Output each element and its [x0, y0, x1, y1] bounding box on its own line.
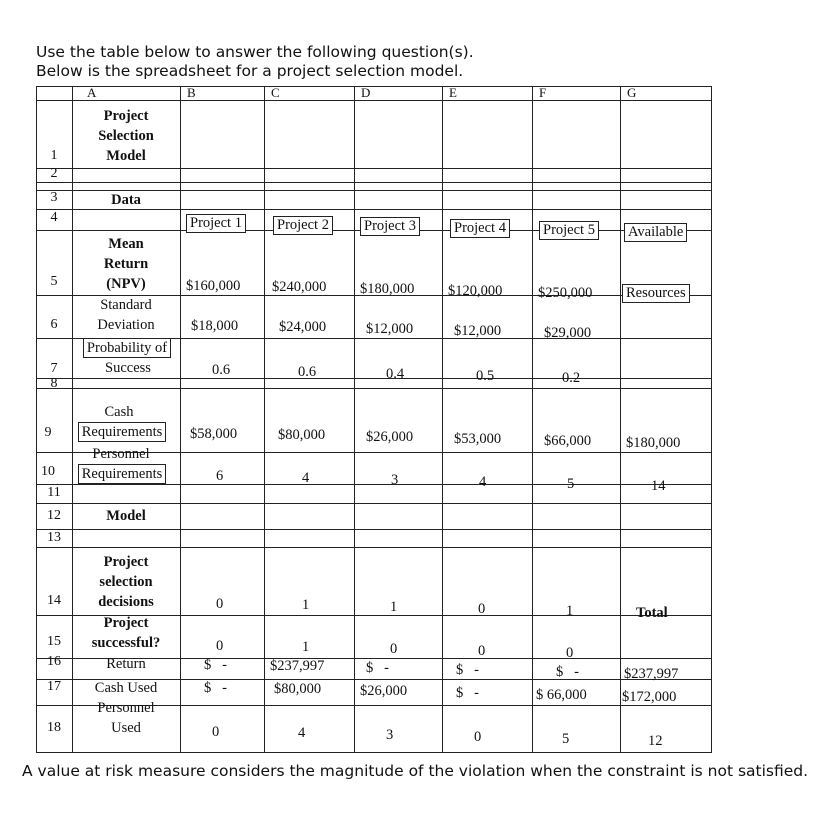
success-project-3: 0 [390, 641, 398, 657]
npv-project-3: $180,000 [360, 281, 415, 297]
label-line: Personnel [97, 700, 155, 716]
return-project-2: $237,997 [270, 658, 325, 674]
std-project-4: $12,000 [454, 323, 502, 339]
label-line: Mean [108, 236, 144, 252]
npv-project-2: $240,000 [272, 279, 327, 295]
label-personnel-req [72, 444, 180, 484]
npv-project-4: $120,000 [448, 283, 503, 299]
row-number: 17 [47, 679, 61, 694]
column-letter-b: B [187, 85, 196, 100]
label-prob-success [76, 338, 180, 378]
return-project-4: $ - [456, 662, 479, 678]
header-project-5: Project 5 [539, 221, 599, 240]
cash-used-project-4: $ - [456, 685, 479, 701]
label-line: Probability of [83, 338, 171, 358]
grid-line [36, 86, 712, 87]
std-project-5: $29,000 [544, 325, 592, 341]
label-line: Deviation [97, 317, 155, 333]
success-project-2: 1 [302, 639, 310, 655]
column-letter-d: D [361, 85, 371, 100]
row-number: 2 [50, 166, 58, 181]
row-number: 6 [50, 317, 58, 332]
header-project-3: Project 3 [360, 217, 420, 236]
grid-line [442, 86, 443, 752]
grid-line [36, 182, 712, 183]
std-project-2: $24,000 [279, 319, 327, 335]
decision-project-1: 0 [216, 596, 224, 612]
personnel-used-project-1: 0 [212, 724, 220, 740]
cash-used-project-3: $26,000 [360, 683, 408, 699]
column-letter-f: F [539, 85, 547, 100]
label-data: Data [111, 192, 141, 208]
header-project-4: Project 4 [450, 219, 510, 238]
decision-project-2: 1 [302, 597, 310, 613]
row-number: 8 [50, 376, 58, 391]
grid-line [36, 529, 712, 530]
column-letter-e: E [449, 85, 457, 100]
cash-available: $180,000 [626, 435, 681, 451]
label-successful [72, 613, 180, 653]
intro-line-1: Use the table below to answer the following question(s). [36, 43, 474, 61]
row-number: 11 [47, 485, 61, 500]
cash-used-project-1: $ - [204, 680, 227, 696]
grid-line [36, 752, 712, 753]
label-std-dev [72, 295, 180, 335]
personnel-project-4: 4 [479, 474, 487, 490]
label-line: Project [103, 554, 149, 570]
return-total: $237,997 [624, 666, 679, 682]
grid-line [711, 86, 712, 752]
label-personnel-used [72, 698, 180, 738]
prob-project-1: 0.6 [212, 362, 231, 378]
row-number: 18 [47, 720, 61, 735]
success-project-1: 0 [216, 638, 224, 654]
label-line: Return [103, 256, 149, 272]
label-line: Requirements [78, 422, 167, 442]
decision-project-3: 1 [390, 599, 398, 615]
cash-project-3: $26,000 [366, 429, 414, 445]
grid-line [36, 100, 712, 101]
return-project-1: $ - [204, 657, 227, 673]
label-line: Cash [104, 404, 134, 420]
grid-line [36, 547, 712, 548]
label-line: Project [103, 108, 149, 124]
label-line: Success [105, 360, 151, 376]
decision-project-5: 1 [566, 603, 574, 619]
spreadsheet [36, 86, 712, 752]
label-line: decisions [98, 594, 154, 610]
column-letter-c: C [271, 85, 280, 100]
grid-line [36, 86, 37, 752]
grid-line [620, 86, 621, 752]
personnel-project-5: 5 [567, 476, 575, 492]
label-line: Project [103, 615, 149, 631]
column-letter-a: A [87, 85, 97, 100]
cash-project-5: $66,000 [544, 433, 592, 449]
personnel-used-project-2: 4 [298, 725, 306, 741]
label-cash-used: Cash Used [94, 680, 158, 696]
grid-line [36, 484, 712, 485]
prob-project-2: 0.6 [298, 364, 317, 380]
cash-project-1: $58,000 [190, 426, 238, 442]
label-decisions [72, 552, 180, 612]
row-number: 16 [47, 654, 61, 669]
grid-line [36, 378, 712, 379]
footer-note: A value at risk measure considers the magnitude of the violation when the constraint is not satisfied. [22, 762, 809, 780]
label-return: Return [106, 656, 146, 672]
grid-line [532, 86, 533, 752]
resources-label: Resources [622, 284, 690, 303]
row-number: 13 [47, 530, 61, 545]
personnel-available: 14 [651, 478, 666, 494]
column-letter-g: G [627, 85, 637, 100]
label-line: Model [106, 148, 146, 164]
header-available: Available [624, 223, 687, 242]
return-project-5: $ - [556, 664, 579, 680]
success-project-5: 0 [566, 645, 574, 661]
prob-project-4: 0.5 [476, 368, 495, 384]
npv-project-1: $160,000 [186, 278, 241, 294]
grid-line [180, 86, 181, 752]
personnel-project-1: 6 [216, 468, 224, 484]
row-number: 12 [47, 508, 61, 523]
grid-line [354, 86, 355, 752]
row-number: 15 [47, 634, 61, 649]
label-line: successful? [91, 635, 161, 651]
personnel-used-project-4: 0 [474, 729, 482, 745]
npv-project-5: $250,000 [538, 285, 593, 301]
personnel-used-project-3: 3 [386, 727, 394, 743]
std-project-3: $12,000 [366, 321, 414, 337]
label-line: Standard [100, 297, 152, 313]
cash-project-4: $53,000 [454, 431, 502, 447]
row-number: 5 [50, 274, 58, 289]
row-number: 9 [44, 425, 52, 440]
cash-used-project-5: $ 66,000 [536, 687, 587, 703]
grid-line [36, 388, 712, 389]
grid-line [264, 86, 265, 752]
row-number: 4 [50, 210, 58, 225]
grid-line [36, 503, 712, 504]
header-project-1: Project 1 [186, 214, 246, 233]
grid-line [36, 168, 712, 169]
label-cash-req [72, 402, 180, 442]
label-line: (NPV) [106, 276, 146, 292]
total-label: Total [636, 605, 668, 621]
header-project-2: Project 2 [273, 216, 333, 235]
prob-project-5: 0.2 [562, 370, 581, 386]
cash-used-total: $172,000 [622, 689, 677, 705]
row-number: 14 [47, 593, 61, 608]
row-number: 3 [50, 190, 58, 205]
row-number: 10 [41, 464, 55, 479]
label-model: Model [106, 508, 146, 524]
prob-project-3: 0.4 [386, 366, 405, 382]
return-project-3: $ - [366, 660, 389, 676]
label-line: selection [99, 574, 153, 590]
std-project-1: $18,000 [191, 318, 239, 334]
label-line: Selection [98, 128, 154, 144]
cash-project-2: $80,000 [278, 427, 326, 443]
cash-used-project-2: $80,000 [274, 681, 322, 697]
intro-line-2: Below is the spreadsheet for a project selection model. [36, 62, 464, 80]
label-line: Used [111, 720, 141, 736]
personnel-project-3: 3 [391, 472, 399, 488]
row-number: 1 [50, 148, 58, 163]
personnel-project-2: 4 [302, 470, 310, 486]
row-number: 7 [50, 361, 58, 376]
label-line: Requirements [78, 464, 167, 484]
personnel-used-total: 12 [648, 733, 663, 749]
label-line: Personnel [92, 446, 150, 462]
success-project-4: 0 [478, 643, 486, 659]
decision-project-4: 0 [478, 601, 486, 617]
label-mean-return [72, 234, 180, 294]
label-title [72, 106, 180, 166]
personnel-used-project-5: 5 [562, 731, 570, 747]
